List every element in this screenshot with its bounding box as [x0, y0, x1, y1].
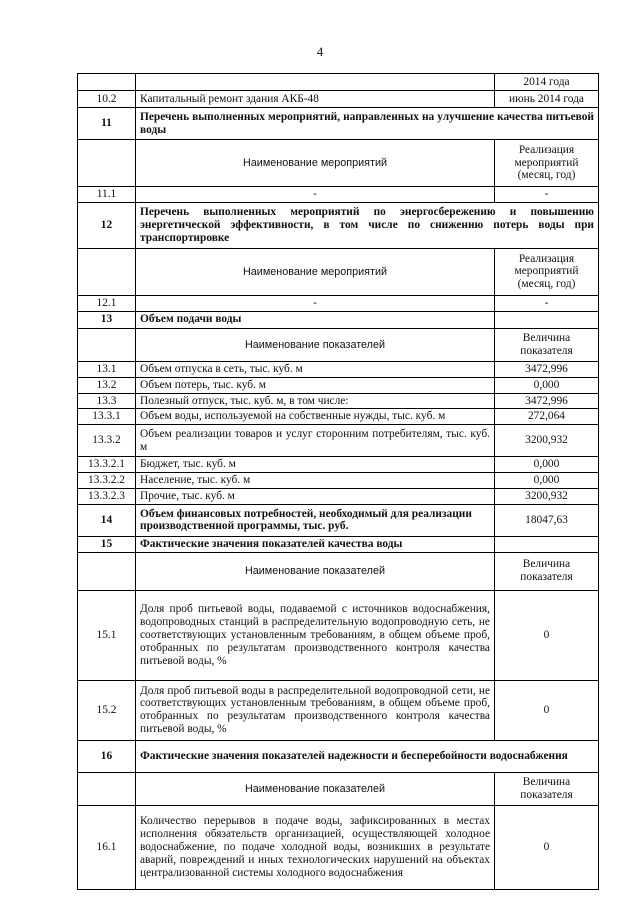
row-number: 10.2 [78, 91, 136, 108]
section-row [78, 202, 599, 248]
row-value: 272,064 [495, 409, 599, 425]
row-text: - [136, 187, 495, 203]
row-value: 0,000 [495, 377, 599, 393]
row-value: 2014 года [495, 74, 599, 91]
row-value: 3200,932 [495, 489, 599, 505]
section-title: Перечень выполненных мероприятий, направленных на улучшение качества питьевой воды [136, 108, 599, 140]
row-value: - [495, 295, 599, 311]
column-header-value: Реализация мероприятий (месяц, год) [495, 140, 599, 187]
row-text: Количество перерывов в подаче воды, зафиксированных в местах исполнения обязательств организацией, осуществляющей холодное водоснабжение, по подаче холодной воды, возникших в результате аварий, повреждений и иных технологических нарушений на объектах централизованной системы холодного водоснабжения [136, 805, 495, 889]
table-row [78, 590, 599, 680]
row-number: 11.1 [78, 187, 136, 203]
column-header-value: Величина показателя [495, 772, 599, 805]
row-text: - [136, 295, 495, 311]
column-header-name: Наименование показателей [136, 328, 495, 361]
table-row [78, 393, 599, 409]
table-row [78, 377, 599, 393]
row-number: 13.3.2 [78, 425, 136, 457]
row-number: 13.3.2.1 [78, 457, 136, 473]
row-value: 3200,932 [495, 425, 599, 457]
section-row [78, 311, 599, 328]
row-text [136, 74, 495, 91]
header-row [78, 140, 599, 187]
column-header-name: Наименование показателей [136, 552, 495, 590]
row-value: 0 [495, 680, 599, 740]
row-number: 13.3.2.3 [78, 489, 136, 505]
header-row [78, 772, 599, 805]
table-row [78, 361, 599, 377]
column-header-value: Реализация мероприятий (месяц, год) [495, 248, 599, 295]
row-number: 13.3.2.2 [78, 473, 136, 489]
table-row [78, 74, 599, 91]
section-row [78, 504, 599, 536]
section-row [78, 740, 599, 772]
row-value: июнь 2014 года [495, 91, 599, 108]
column-header-name: Наименование показателей [136, 772, 495, 805]
column-header-name: Наименование мероприятий [136, 248, 495, 295]
section-title: Объем подачи воды [136, 311, 495, 328]
table-row [78, 295, 599, 311]
row-text: Объем воды, используемой на собственные нужды, тыс. куб. м [136, 409, 495, 425]
row-number: 12.1 [78, 295, 136, 311]
section-title: Перечень выполненных мероприятий по энергосбережению и повышению энергетической эффективности, в том числе по снижению потерь воды при транспортировке [136, 202, 599, 248]
table-row [78, 425, 599, 457]
table-row [78, 489, 599, 505]
row-number: 13.3.1 [78, 409, 136, 425]
row-text: Объем потерь, тыс. куб. м [136, 377, 495, 393]
section-row [78, 108, 599, 140]
row-value: 0,000 [495, 473, 599, 489]
section-number: 13 [78, 311, 136, 328]
row-value: 0 [495, 805, 599, 889]
section-number: 14 [78, 504, 136, 536]
row-text: Доля проб питьевой воды в распределительной водопроводной сети, не соответствующих установленным требованиям, в общем объеме проб, отобранных по результатам производственного контроля качества питьевой воды, % [136, 680, 495, 740]
section-number: 16 [78, 740, 136, 772]
row-number: 15.2 [78, 680, 136, 740]
column-header-value: Величина показателя [495, 552, 599, 590]
column-header-value: Величина показателя [495, 328, 599, 361]
row-number: 13.1 [78, 361, 136, 377]
table-row [78, 187, 599, 203]
row-number: 15.1 [78, 590, 136, 680]
table-row [78, 805, 599, 889]
row-text: Население, тыс. куб. м [136, 473, 495, 489]
section-row [78, 536, 599, 552]
row-value: 3472,996 [495, 361, 599, 377]
table-row [78, 91, 599, 108]
row-value: 0,000 [495, 457, 599, 473]
row-text: Прочие, тыс. куб. м [136, 489, 495, 505]
row-value: - [495, 187, 599, 203]
row-value: 18047,63 [495, 504, 599, 536]
section-number: 15 [78, 536, 136, 552]
header-row [78, 328, 599, 361]
header-row [78, 248, 599, 295]
program-table [77, 73, 599, 890]
section-title: Фактические значения показателей качества воды [136, 536, 495, 552]
row-text: Доля проб питьевой воды, подаваемой с источников водоснабжения, водопроводных станций в распределительную водопроводную сеть, не соответствующих установленным требованиям, в общем объеме проб, отобранных по результатам производственного контроля качества питьевой воды, % [136, 590, 495, 680]
row-value: 0 [495, 590, 599, 680]
section-number: 12 [78, 202, 136, 248]
row-text: Бюджет, тыс. куб. м [136, 457, 495, 473]
row-value: 3472,996 [495, 393, 599, 409]
table-row [78, 457, 599, 473]
header-row [78, 552, 599, 590]
section-title: Фактические значения показателей надежности и бесперебойности водоснабжения [136, 740, 599, 772]
table-row [78, 473, 599, 489]
row-number: 16.1 [78, 805, 136, 889]
table-row [78, 409, 599, 425]
column-header-name: Наименование мероприятий [136, 140, 495, 187]
row-text: Полезный отпуск, тыс. куб. м, в том числе: [136, 393, 495, 409]
table-row [78, 680, 599, 740]
section-number: 11 [78, 108, 136, 140]
page-number: 4 [316, 44, 324, 59]
section-title: Объем финансовых потребностей, необходимый для реализации производственной программы, тыс. руб. [136, 504, 495, 536]
row-number: 13.2 [78, 377, 136, 393]
row-text: Объем реализации товаров и услуг сторонним потребителям, тыс. куб. м [136, 425, 495, 457]
row-number [78, 74, 136, 91]
row-number: 13.3 [78, 393, 136, 409]
row-text: Капитальный ремонт здания АКБ-48 [136, 91, 495, 108]
row-text: Объем отпуска в сеть, тыс. куб. м [136, 361, 495, 377]
